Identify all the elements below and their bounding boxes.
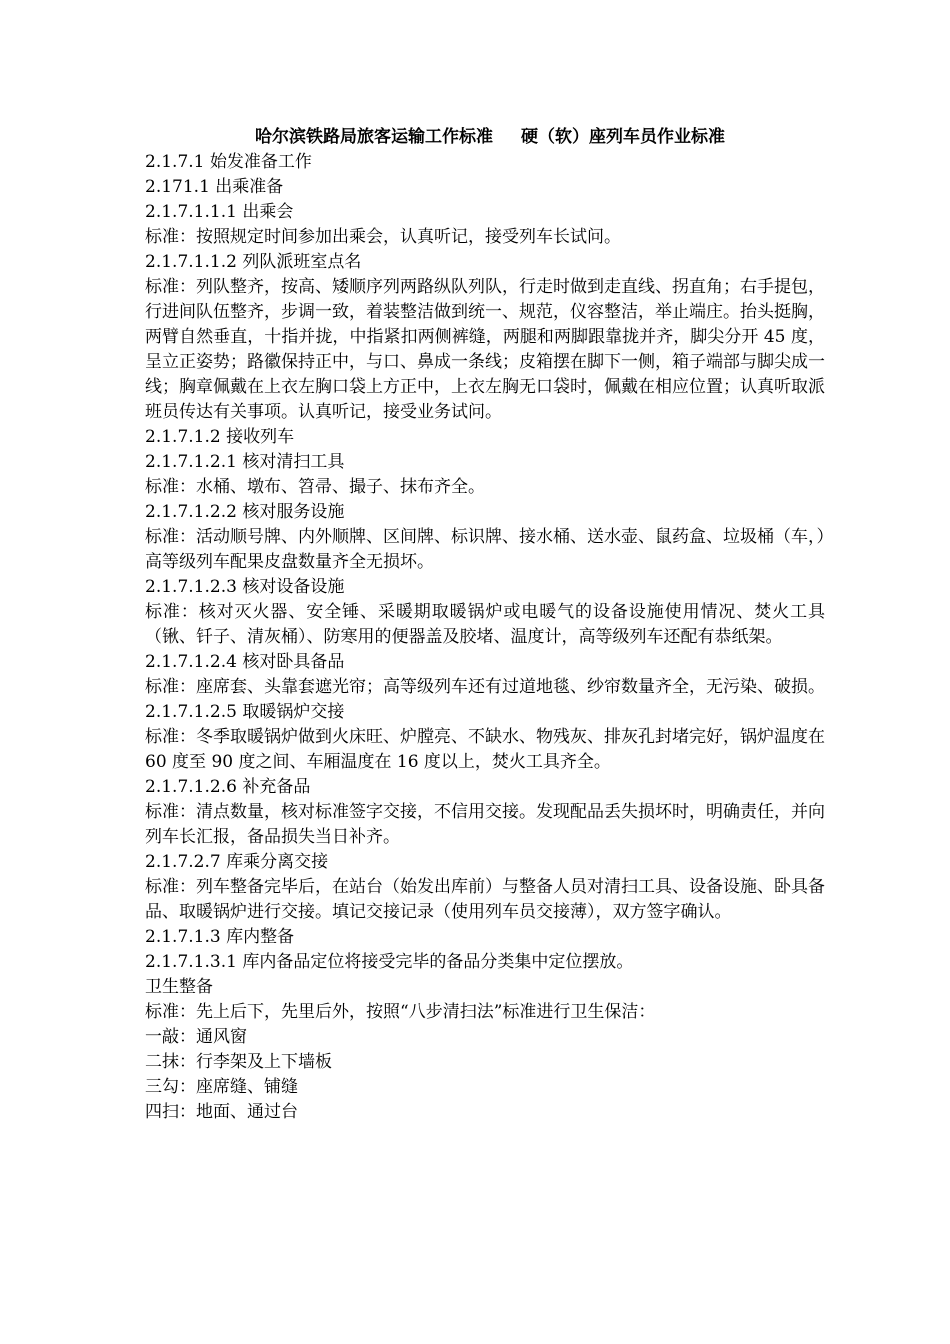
standard-paragraph: 标准：按照规定时间参加出乘会，认真听记，接受列车长试问。 xyxy=(145,227,621,247)
heading-2-1-7-2-7: 2.1.7.2.7 库乘分离交接 xyxy=(145,852,329,872)
heading-2-171-1: 2.171.1 出乘准备 xyxy=(145,177,284,197)
standard-paragraph: 标准：水桶、墩布、笤帚、撮子、抹布齐全。 xyxy=(145,477,485,497)
heading-2-1-7-1-2: 2.1.7.1.2 接收列车 xyxy=(145,427,295,447)
heading-2-1-7-1-2-2: 2.1.7.1.2.2 核对服务设施 xyxy=(145,502,345,522)
heading-2-1-7-1-2-1: 2.1.7.1.2.1 核对清扫工具 xyxy=(145,452,345,472)
cleaning-step: 二抹：行李架及上下墙板 xyxy=(145,1052,332,1072)
standard-paragraph: 标准：清点数量，核对标准签字交接，不信用交接。发现配品丢失损坏时，明确责任，并向列车长汇报，备品损失当日补齐。 xyxy=(145,802,825,847)
document-page xyxy=(145,125,825,1125)
title-bureau-standard: 哈尔滨铁路局旅客运输工作标准 xyxy=(255,127,493,147)
cleaning-step: 一敲：通风窗 xyxy=(145,1027,247,1047)
standard-paragraph: 标准：冬季取暖锅炉做到火床旺、炉膛亮、不缺水、物残灰、排灰孔封堵完好，锅炉温度在 60 度至 90 度之间、车厢温度在 16 度以上，焚火工具齐全。 xyxy=(145,727,825,772)
cleaning-step: 三勾：座席缝、铺缝 xyxy=(145,1077,298,1097)
standard-paragraph: 标准：座席套、头靠套遮光帘；高等级列车还有过道地毯、纱帘数量齐全，无污染、破损。 xyxy=(145,677,825,697)
heading-2-1-7-1-2-6: 2.1.7.1.2.6 补充备品 xyxy=(145,777,311,797)
standard-paragraph: 标准：列车整备完毕后，在站台（始发出库前）与整备人员对清扫工具、设备设施、卧具备品、取暖锅炉进行交接。填记交接记录（使用列车员交接薄），双方签字确认。 xyxy=(145,877,825,922)
standard-paragraph: 标准：列队整齐，按高、矮顺序列两路纵队列队，行走时做到走直线、拐直角；右手提包，行进间队伍整齐，步调一致，着装整洁做到统一、规范，仪容整洁，举止端庄。抬头挺胸，两臂自然垂直，十指并拢，中指紧扣两侧裤缝，两腿和两脚跟靠拢并齐，脚尖分开 45 度，呈立正姿势；路徽保持正中，与口、鼻成一条线；皮箱摆在脚下一侧，箱子端部与脚尖成一线；胸章佩戴在上衣左胸口袋上方正中，上衣左胸无口袋时，佩戴在相应位置；认真听取派班员传达有关事项。认真听记，接受业务试问。 xyxy=(145,277,825,422)
cleaning-step: 四扫：地面、通过台 xyxy=(145,1102,298,1122)
standard-paragraph: 标准：核对灭火器、安全锤、采暖期取暖锅炉或电暖气的设备设施使用情况、焚火工具（锹、钎子、清灰桶）、防寒用的便器盖及胶堵、温度计，高等级列车还配有恭纸架。 xyxy=(145,602,825,647)
heading-2-1-7-1-2-5: 2.1.7.1.2.5 取暖锅炉交接 xyxy=(145,702,345,722)
standard-paragraph: 标准：先上后下，先里后外，按照“八步清扫法”标准进行卫生保洁： xyxy=(145,1002,656,1022)
heading-2-1-7-1-1-2: 2.1.7.1.1.2 列队派班室点名 xyxy=(145,252,362,272)
document-body xyxy=(145,150,825,1125)
heading-2-1-7-1-1-1: 2.1.7.1.1.1 出乘会 xyxy=(145,202,294,222)
heading-2-1-7-1-2-3: 2.1.7.1.2.3 核对设备设施 xyxy=(145,577,345,597)
document-title xyxy=(145,125,825,150)
title-attendant-standard: 硬（软）座列车员作业标准 xyxy=(521,127,725,147)
heading-2-1-7-1-3: 2.1.7.1.3 库内整备 xyxy=(145,927,295,947)
heading-2-1-7-1-3-1: 2.1.7.1.3.1 库内备品定位将接受完毕的备品分类集中定位摆放。 xyxy=(145,952,634,972)
heading-sanitation: 卫生整备 xyxy=(145,977,213,997)
standard-paragraph: 标准：活动顺号牌、内外顺牌、区间牌、标识牌、接水桶、送水壶、鼠药盒、垃圾桶（车，）高等级列车配果皮盘数量齐全无损坏。 xyxy=(145,527,825,572)
heading-2-1-7-1: 2.1.7.1 始发准备工作 xyxy=(145,152,312,172)
heading-2-1-7-1-2-4: 2.1.7.1.2.4 核对卧具备品 xyxy=(145,652,345,672)
